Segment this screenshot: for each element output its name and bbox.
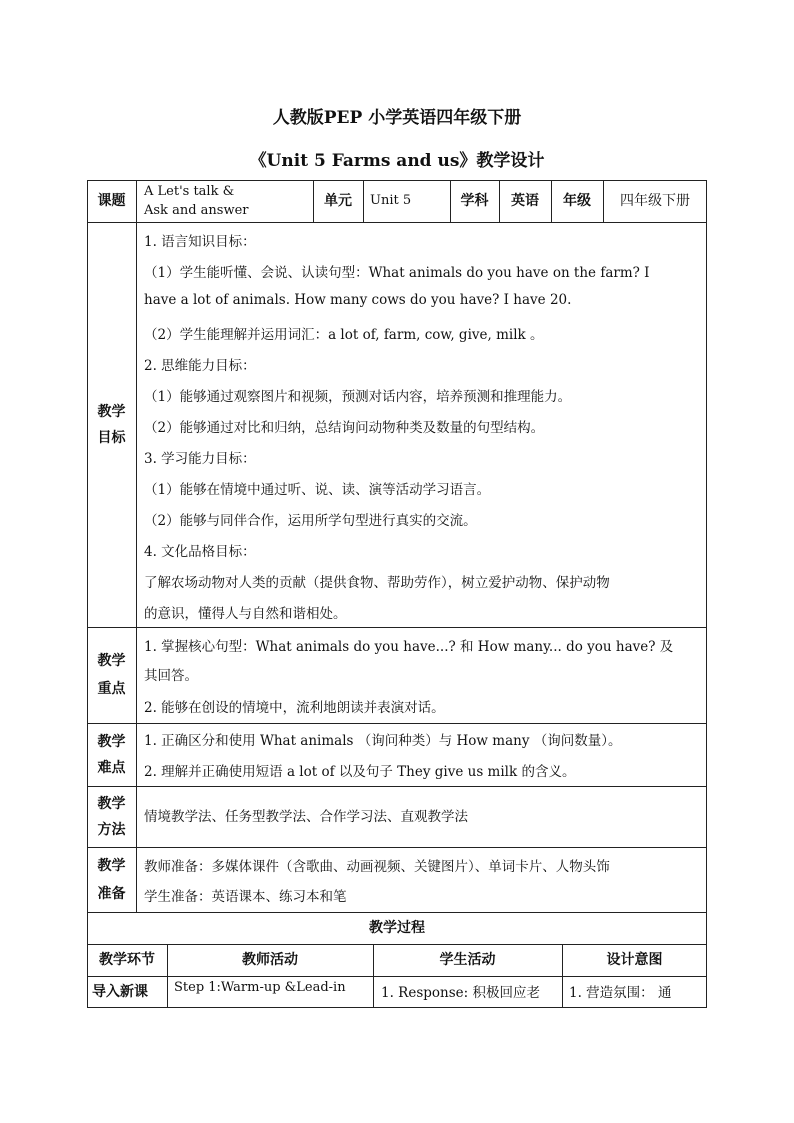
objective-line: 了解农场动物对人类的贡献（提供食物、帮助劳作），树立爱护动物、保护动物 [144,575,610,591]
difficulty-line: 2. 理解并正确使用短语 a lot of 以及句子 They give us milk 的含义。 [144,764,576,780]
key-points-label-line2: 重点 [97,681,126,697]
preparation-line: 教师准备：多媒体课件（含歌曲、动画视频、关键图片）、单词卡片、人物头饰 [144,859,610,875]
grade-value: 四年级下册 [620,193,690,209]
preparation-line: 学生准备：英语课本、练习本和笔 [144,889,347,905]
methods-label-line1: 教学 [97,795,126,812]
subject-label: 学科 [460,193,489,209]
subject-value: 英语 [511,193,539,209]
objective-line: 3. 学习能力目标： [144,451,256,467]
difficulties-label [87,723,136,786]
objective-line: 4. 文化品格目标： [144,544,256,560]
document-subtitle: 《Unit 5 Farms and us》教学设计 [249,151,545,171]
methods-text: 情境教学法、任务型教学法、合作学习法、直观教学法 [144,808,468,825]
methods-label-line2: 方法 [97,821,126,838]
objective-line: 2. 思维能力目标： [144,358,256,374]
difficulties-label-line2: 难点 [97,759,126,776]
objectives-label-line1: 教学 [97,403,126,420]
topic-label: 课题 [97,193,126,209]
key-point-line: 2. 能够在创设的情境中，流利地朗读并表演对话。 [144,700,445,716]
objective-line: （2）能够与同伴合作，运用所学句型进行真实的交流。 [144,513,477,529]
objective-line: （1）能够通过观察图片和视频，预测对话内容，培养预测和推理能力。 [144,389,572,405]
difficulties-label-line1: 教学 [97,733,126,750]
objectives-label [87,222,136,627]
objective-line: 1. 语言知识目标： [144,234,256,250]
objective-line: （1）能够在情境中通过听、说、读、演等活动学习语言。 [144,482,491,498]
objective-line: （1）学生能听懂、会说、认读句型：What animals do you have on the farm? I [144,265,650,281]
objectives-label-line2: 目标 [97,429,126,446]
objective-line: 的意识，懂得人与自然和谐相处。 [144,606,347,622]
preparation-label [87,847,136,912]
process-header-stage: 教学环节 [99,952,155,968]
process-title: 教学过程 [369,920,425,936]
topic-value [144,182,313,222]
topic-value-line1: A Let's talk & [144,184,235,199]
grade-label: 年级 [563,193,591,209]
key-points-label-line1: 教学 [97,653,126,669]
objective-line: have a lot of animals. How many cows do you have? I have 20. [144,292,572,308]
methods-label [87,786,136,847]
process-intent-cell: 1. 营造氛围： 通 [569,985,672,1001]
objective-line: （2）能够通过对比和归纳，总结询问动物种类及数量的句型结构。 [144,420,545,436]
process-teacher-cell: Step 1:Warm-up &Lead-in [174,980,346,995]
difficulty-line: 1. 正确区分和使用 What animals （询问种类）与 How many （询问数量）。 [144,733,622,749]
key-point-line: 1. 掌握核心句型：What animals do you have...? 和 How many... do you have? 及 [144,639,674,655]
preparation-label-line2: 准备 [97,885,126,902]
process-header-teacher: 教师活动 [242,952,298,968]
preparation-label-line1: 教学 [97,857,126,874]
topic-value-line2: Ask and answer [144,203,249,218]
unit-label: 单元 [324,193,352,209]
process-header-intent: 设计意图 [606,952,663,968]
objective-line: （2）学生能理解并运用词汇：a lot of, farm, cow, give, milk 。 [144,327,544,343]
document-title: 人教版PEP 小学英语四年级下册 [272,108,522,128]
process-stage-cell: 导入新课 [92,984,148,1000]
key-point-line: 其回答。 [144,668,198,684]
process-student-cell: 1. Response: 积极回应老 [381,985,540,1001]
process-header-student: 学生活动 [439,952,496,968]
key-points-label [87,627,136,723]
unit-value: Unit 5 [370,193,412,208]
